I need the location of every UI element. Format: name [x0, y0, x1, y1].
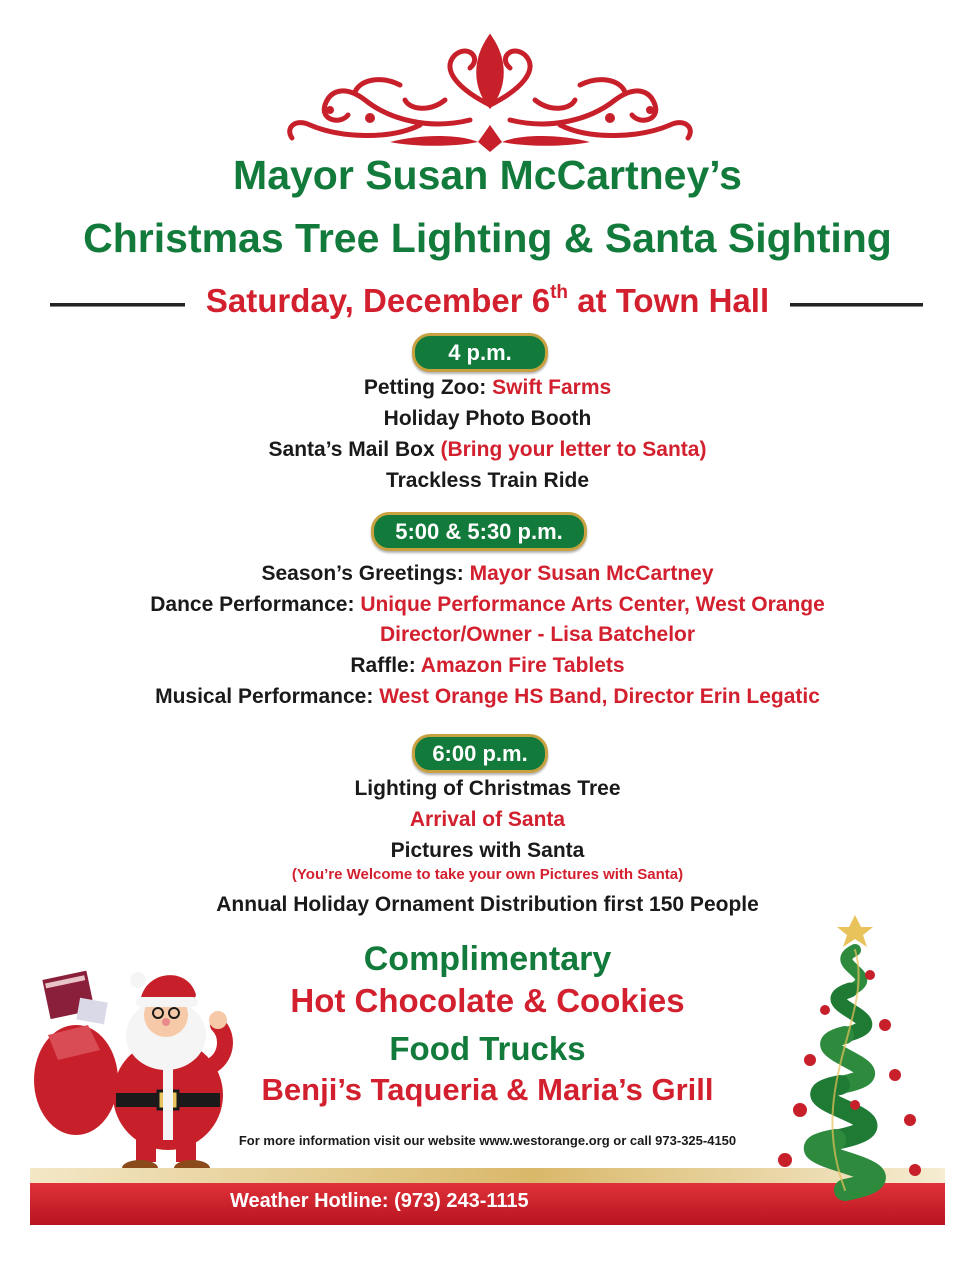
- schedule-item: Petting Zoo: Swift Farms: [363, 376, 612, 399]
- schedule-item: Annual Holiday Ornament Distribution first 150 People: [216, 893, 759, 916]
- date-ordinal: th: [550, 282, 569, 303]
- red-flourish-ornament-icon: [270, 30, 710, 155]
- date-prefix: Saturday, December 6: [205, 282, 551, 319]
- vendors-text: Benji’s Taqueria & Maria’s Grill: [261, 1072, 714, 1107]
- schedule-note: (You’re Welcome to take your own Pictures with Santa): [291, 866, 684, 883]
- food-trucks-heading: Food Trucks: [389, 1030, 586, 1067]
- weather-hotline: Weather Hotline: (973) 243-1115: [230, 1190, 529, 1212]
- christmas-tree-icon: [745, 905, 945, 1205]
- title-mayor: Mayor Susan McCartney’s: [233, 152, 742, 198]
- time-badge-5pm: 5:00 & 5:30 p.m.: [371, 512, 587, 551]
- schedule-item: Season’s Greetings: Mayor Susan McCartney: [261, 562, 714, 585]
- schedule-item: Arrival of Santa: [409, 808, 566, 831]
- schedule-item: Pictures with Santa: [390, 839, 585, 862]
- complimentary-heading: Complimentary: [363, 940, 612, 978]
- schedule-item: Holiday Photo Booth: [383, 407, 592, 430]
- schedule-item: Trackless Train Ride: [385, 469, 590, 492]
- hot-chocolate-text: Hot Chocolate & Cookies: [290, 982, 685, 1019]
- time-badge-4pm: 4 p.m.: [412, 333, 548, 372]
- schedule-item: Musical Performance: West Orange HS Band, Director Erin Legatic: [155, 685, 820, 708]
- title-event: Christmas Tree Lighting & Santa Sighting: [83, 215, 892, 261]
- schedule-item: Director/Owner - Lisa Batchelor: [379, 623, 696, 646]
- date-row: [0, 282, 975, 326]
- more-info-text: For more information visit our website www.westorange.org or call 973-325-4150: [238, 1133, 737, 1148]
- date-location: at Town Hall: [568, 282, 770, 319]
- schedule-item: Santa’s Mail Box (Bring your letter to Santa): [268, 438, 707, 461]
- schedule-item: Raffle: Amazon Fire Tablets: [350, 654, 625, 677]
- schedule-item: Dance Performance: Unique Performance Arts Center, West Orange: [150, 593, 825, 616]
- event-date: [0, 282, 975, 320]
- time-badge-6pm: 6:00 p.m.: [412, 734, 548, 773]
- schedule-item: Lighting of Christmas Tree: [354, 777, 621, 800]
- divider-right: [790, 303, 923, 307]
